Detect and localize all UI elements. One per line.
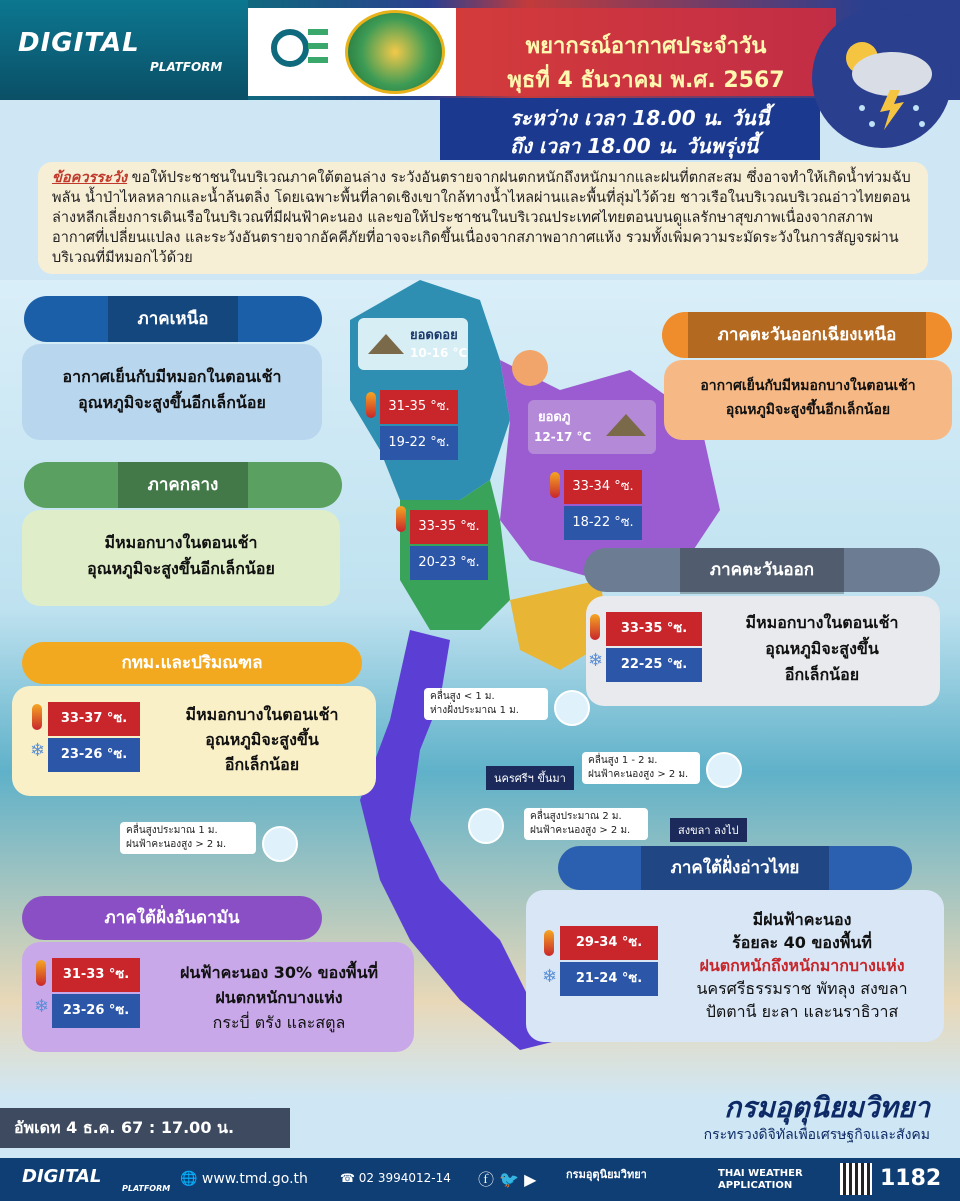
north-title: ภาคเหนือ [108,296,239,342]
facebook-icon[interactable]: ⓕ [478,1170,495,1189]
andaman-low: 23-26 °ซ. [52,994,140,1028]
central-line1: มีหมอกบางในตอนเช้า [104,533,258,552]
east-low: 22-25 °ซ. [606,648,702,682]
bkk-panel [12,686,376,796]
period-box [440,98,820,160]
update-time: อัพเดท 4 ธ.ค. 67 : 17.00 น. [0,1108,290,1148]
andaman-panel [22,942,414,1052]
caution-text: ขอให้ประชาชนในบริเวณภาคใต้ตอนล่าง ระวังอันตรายจากฝนตกหนักถึงหนักมากและฝนที่ตกสะสม ซึ่งอาจทำให้เกิดน้ำท่วมฉับพลัน น้ำป่าไหลหลากและน้ำล้นตลิ่ง โดยเฉพาะพื้นที่ลาดเชิงเขาใกล้ทางน้ำไหลผ่านและพื้นที่ลุ่มไว้ด้วย ชาวเรือในบริเวณบริเวณอ่าวไทยตอนล่างหลีกเลี่ยงการเดินเรือในบริเวณที่มีฝนฟ้าคะนอง และขอให้ประชาชนในบริเวณประเทศไทยตอนบนดูแลรักษาสุขภาพเนื่องจากสภาพอากาศที่เปลี่ยนแปลง และระวังอันตรายจากอัคคีภัยที่อาจจะเกิดขึ้นเนื่องจากสภาพอากาศแห้ง รวมทั้งเพิ่มความระมัดระวังในการสัญจรผ่านบริเวณที่มีหมอกไว้ด้วย [52,170,911,266]
north-map-high: 31-35 °ซ. [380,390,458,424]
bkk-line2: อุณหภูมิจะสูงขึ้น [205,730,319,749]
north-line2: อุณหภูมิจะสูงขึ้นอีกเล็กน้อย [78,393,266,412]
east-panel [586,596,940,706]
peak-doi-temp: 10-16 °C [410,346,468,360]
central-line2: อุณหภูมิจะสูงขึ้นอีกเล็กน้อย [87,559,275,578]
northeast-panel [664,360,952,440]
footer-bar [0,1158,960,1201]
bkk-line3: อีกเล็กน้อย [224,755,300,774]
peak-phu-name: ยอดภู [538,410,571,425]
wave-andaman-l1: คลื่นสูงประมาณ 1 ม. [126,825,218,836]
central-title: ภาคกลาง [118,462,249,508]
app-name[interactable]: THAI WEATHER APPLICATION [718,1168,803,1191]
wave-upper-gulf-l2: ห่างฝั่งประมาณ 1 ม. [430,705,519,716]
northeast-map-high: 33-34 °ซ. [564,470,642,504]
agency-name: กรมอุตุนิยมวิทยา [724,1091,930,1124]
east-line1: มีหมอกบางในตอนเช้า [745,613,899,632]
ship-icon [468,808,504,844]
central-map-low: 20-23 °ซ. [410,546,488,580]
andaman-line2: ฝนตกหนักบางแห่ง [215,988,343,1007]
ship-icon [262,826,298,862]
thermometer-icon [366,392,376,418]
forecast-date: พุธที่ 4 ธันวาคม พ.ศ. 2567 [507,68,785,93]
phone-icon: ☎ [340,1171,359,1185]
peak-doi-box [358,318,468,370]
tag-songkhla: สงขลา ลงไป [670,818,747,842]
andaman-line3: กระบี่ ตรัง และสตูล [212,1013,346,1032]
northeast-title: ภาคตะวันออกเฉียงเหนือ [688,312,927,358]
twitter-icon[interactable]: 🐦 [499,1170,520,1189]
phone-link[interactable] [340,1171,451,1185]
andaman-line1: ฝนฟ้าคะนอง 30% ของพื้นที่ [179,963,379,982]
northeast-line2: อุณหภูมิจะสูงขึ้นอีกเล็กน้อย [725,402,891,418]
social-icons [478,1167,536,1190]
youtube-icon[interactable]: ▶ [524,1170,537,1189]
bkk-line1: มีหมอกบางในตอนเช้า [185,705,339,724]
east-title: ภาคตะวันออก [680,548,844,594]
brand-sub-text: PLATFORM [150,60,223,74]
east-high: 33-35 °ซ. [606,612,702,646]
wave-mid-gulf-l1: คลื่นสูง 1 - 2 ม. [588,755,658,766]
wave-andaman [120,822,256,854]
period-end: ถึง เวลา 18.00 น. วันพรุ่งนี้ [510,134,759,158]
bkk-low: 23-26 °ซ. [48,738,140,772]
central-header [24,462,342,508]
thermometer-icon [32,704,42,730]
wave-lower-gulf [524,808,648,840]
north-panel [22,344,322,440]
peak-doi-name: ยอดดอย [410,328,458,343]
thermometer-icon [36,960,46,986]
caution-label: ข้อควรระวัง [52,170,128,186]
thermometer-icon [550,472,560,498]
wave-upper-gulf-l1: คลื่นสูง < 1 ม. [430,691,495,702]
footer-brand-sub: PLATFORM [122,1184,171,1193]
ship-icon [554,690,590,726]
snowflake-icon: ❄ [30,740,46,761]
title-box [456,8,836,96]
east-header [584,548,940,592]
digital-platform-logo [0,0,248,100]
ministry-logo-icon [268,18,338,74]
wave-lower-gulf-l1: คลื่นสูงประมาณ 2 ม. [530,811,622,822]
east-line2: อุณหภูมิจะสูงขึ้น [765,639,879,658]
hotline-number: 1182 [880,1166,942,1191]
brand-text: DIGITAL [18,28,140,58]
north-line1: อากาศเย็นกับมีหมอกในตอนเช้า [62,367,282,386]
tag-nakhon: นครศรีฯ ขึ้นมา [486,766,574,790]
andaman-header [22,896,322,940]
northeast-line1: อากาศเย็นกับมีหมอกบางในตอนเช้า [700,378,916,394]
thermometer-icon [396,506,406,532]
gulf-low: 21-24 °ซ. [560,962,658,996]
central-panel [22,510,340,606]
thermometer-icon [544,930,554,956]
north-map-low: 19-22 °ซ. [380,426,458,460]
mountain-icon [368,334,404,354]
wave-mid-gulf-l2: ฝนฟ้าคะนองสูง > 2 ม. [588,769,689,780]
northeast-map-low: 18-22 °ซ. [564,506,642,540]
weather-storm-icon [812,8,952,148]
forecast-title: พยากรณ์อากาศประจำวัน [525,34,767,59]
wave-upper-gulf [424,688,548,720]
website-text: www.tmd.go.th [201,1171,308,1187]
gulf-title: ภาคใต้ฝั่งอ่าวไทย [641,846,830,892]
period-start: ระหว่าง เวลา 18.00 น. วันนี้ [510,106,770,130]
website-link[interactable] [180,1171,308,1187]
phone-text: 02 3994012-14 [358,1171,451,1185]
gulf-line1: มีฝนฟ้าคะนอง [752,910,852,929]
andaman-high: 31-33 °ซ. [52,958,140,992]
gulf-line2: ร้อยละ 40 ของพื้นที่ [732,933,872,952]
north-header [24,296,322,342]
wave-lower-gulf-l2: ฝนฟ้าคะนองสูง > 2 ม. [530,825,631,836]
gulf-panel [526,890,944,1042]
caution-box [38,162,928,274]
east-line3: อีกเล็กน้อย [784,665,860,684]
thermometer-icon [590,614,600,640]
globe-icon: 🌐 [180,1171,202,1187]
footer-agency: กรมอุตุนิยมวิทยา [566,1168,647,1181]
gulf-line5: ปัตตานี ยะลา และนราธิวาส [705,1002,899,1021]
ship-icon [706,752,742,788]
snowflake-icon: ❄ [34,996,50,1017]
snowflake-icon: ❄ [542,966,558,987]
mountain-icon [606,414,646,436]
ministry-name: กระทรวงดิจิทัลเพื่อเศรษฐกิจและสังคม [703,1127,930,1143]
snowflake-icon: ❄ [588,650,604,671]
gulf-high: 29-34 °ซ. [560,926,658,960]
wave-mid-gulf [582,752,700,784]
peak-phu-temp: 12-17 °C [534,430,592,444]
gulf-line4: นครศรีธรรมราช พัทลุง สงขลา [696,979,908,998]
footer-brand-text: DIGITAL [22,1166,102,1187]
butterfly-icon [512,350,548,386]
peak-phu-box [528,400,656,454]
central-map-high: 33-35 °ซ. [410,510,488,544]
northeast-header [662,312,952,358]
tmd-seal-icon [345,10,445,94]
gulf-line3: ฝนตกหนักถึงหนักมากบางแห่ง [699,956,905,975]
bkk-high: 33-37 °ซ. [48,702,140,736]
bkk-title: กทม.และปริมณฑล [121,653,263,673]
qr-code-icon [840,1163,872,1195]
wave-andaman-l2: ฝนฟ้าคะนองสูง > 2 ม. [126,839,227,850]
bkk-header [22,642,362,684]
andaman-title: ภาคใต้ฝั่งอันดามัน [104,908,240,928]
gulf-header [558,846,912,890]
